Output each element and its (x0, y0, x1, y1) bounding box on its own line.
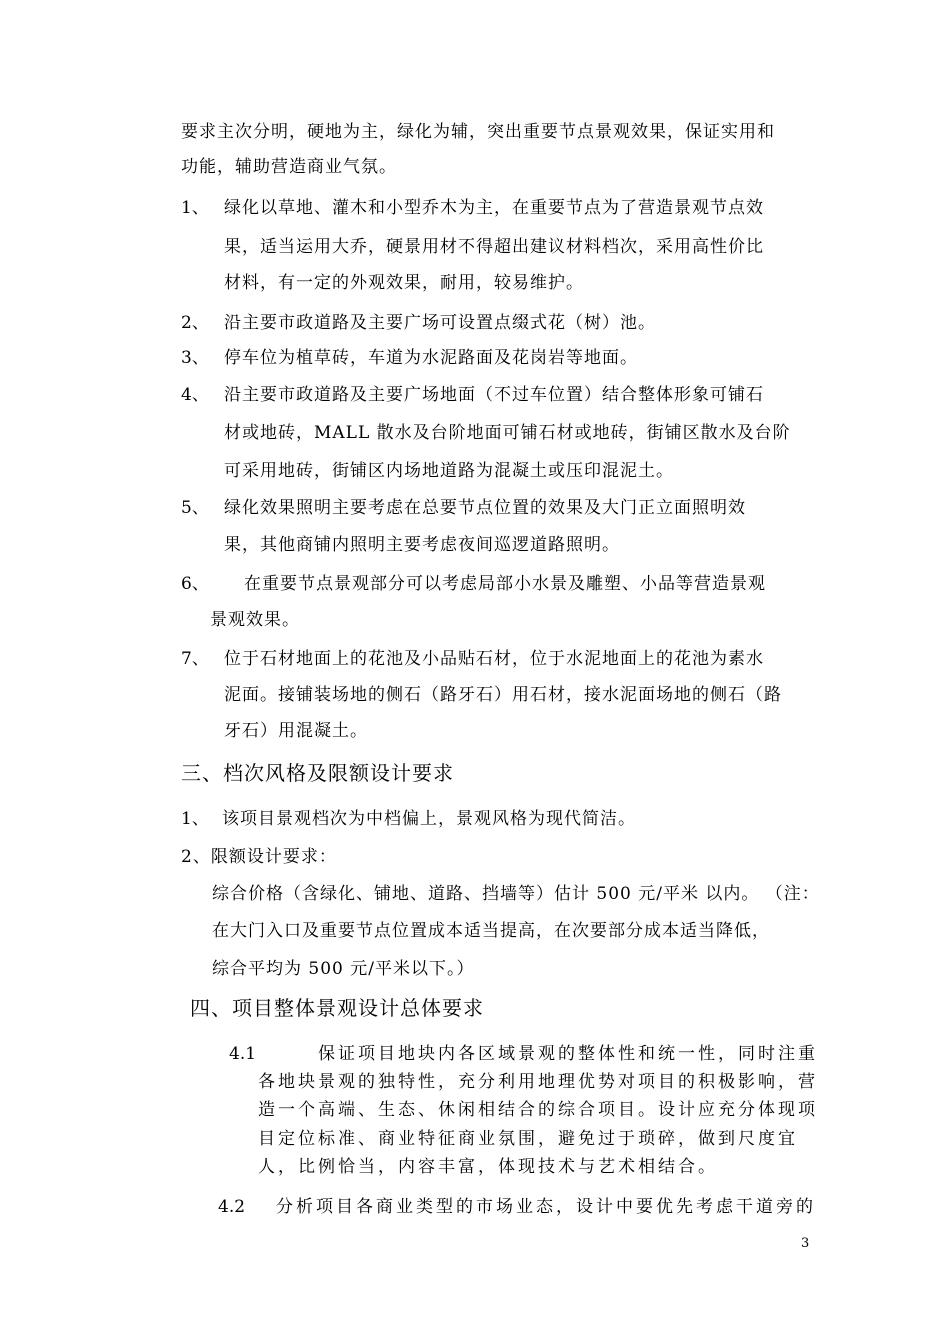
section-4-heading: 四、项目整体景观设计总体要求 (190, 996, 484, 1020)
item-1-number: 1、 (181, 198, 209, 218)
item-3-number: 3、 (181, 348, 209, 368)
section-3-item-1-number: 1、 (181, 809, 209, 829)
item-4-line-3: 可采用地砖，街铺区内场地道路为混凝土或压印混泥土。 (224, 461, 674, 481)
item-5-line-1: 绿化效果照明主要考虑在总要节点位置的效果及大门正立面照明效 (224, 498, 746, 518)
item-1-line-2: 果，适当运用大乔，硬景用材不得超出建议材料档次，采用高性价比 (224, 237, 764, 257)
item-7-line-2: 泥面。接铺装场地的侧石（路牙石）用石材，接水泥面场地的侧石（路 (224, 685, 782, 705)
intro-line-2: 功能，辅助营造商业气氛。 (181, 157, 397, 177)
item-7-number: 7、 (181, 649, 209, 669)
item-1-line-1: 绿化以草地、灌木和小型乔木为主，在重要节点为了营造景观节点效 (224, 198, 764, 218)
item-4-line-1: 沿主要市政道路及主要广场地面（不过车位置）结合整体形象可铺石 (224, 385, 764, 405)
item-6-line-1: 在重要节点景观部分可以考虑局部小水景及雕塑、小品等营造景观 (244, 574, 766, 594)
item-5-number: 5、 (181, 498, 209, 518)
item-7-line-3: 牙石）用混凝土。 (224, 721, 368, 741)
section-3-item-2: 2、限额设计要求： (181, 847, 337, 867)
item-3-line-1: 停车位为植草砖，车道为水泥路面及花岗岩等地面。 (224, 348, 638, 368)
item-2-line-1: 沿主要市政道路及主要广场可设置点缀式花（树）池。 (224, 313, 656, 333)
item-2-number: 2、 (181, 313, 209, 333)
paragraph-4-1-line-3: 造一个高端、生态、休闲相结合的综合项目。设计应充分体现项 (258, 1100, 818, 1120)
paragraph-4-1-number: 4.1 (229, 1044, 257, 1064)
item-6-line-2: 景观效果。 (210, 610, 300, 630)
item-4-line-2: 材或地砖，MALL 散水及台阶地面可铺石材或地砖，街铺区散水及台阶 (224, 423, 791, 443)
paragraph-4-1-line-1: 保证项目地块内各区域景观的整体性和统一性，同时注重 (318, 1044, 818, 1064)
section-3-heading: 三、档次风格及限额设计要求 (181, 761, 454, 785)
section-3-item-1-text: 该项目景观档次为中档偏上，景观风格为现代简洁。 (222, 809, 636, 829)
price-line-3: 综合平均为 500 元/平米以下。） (212, 959, 475, 979)
paragraph-4-2-line-1: 分析项目各商业类型的市场业态，设计中要优先考虑干道旁的 (276, 1197, 816, 1217)
paragraph-4-1-line-2: 各地块景观的独特性，充分利用地理优势对项目的积极影响，营 (258, 1072, 818, 1092)
item-6-number: 6、 (181, 574, 209, 594)
item-5-line-2: 果，其他商铺内照明主要考虑夜间巡逻道路照明。 (224, 535, 620, 555)
price-line-1: 综合价格（含绿化、铺地、道路、挡墙等）估计 500 元/平米 以内。 （注： (212, 884, 820, 904)
item-4-number: 4、 (181, 385, 209, 405)
intro-line-1: 要求主次分明，硬地为主，绿化为辅，突出重要节点景观效果，保证实用和 (181, 122, 775, 142)
item-7-line-1: 位于石材地面上的花池及小品贴石材，位于水泥地面上的花池为素水 (224, 649, 764, 669)
page-number: 3 (801, 1236, 810, 1251)
item-1-line-3: 材料，有一定的外观效果，耐用，较易维护。 (224, 273, 584, 293)
paragraph-4-1-line-4: 目定位标准、商业特征商业氛围，避免过于琐碎，做到尺度宜 (258, 1129, 798, 1149)
price-line-2: 在大门入口及重要节点位置成本适当提高，在次要部分成本适当降低， (212, 921, 770, 941)
paragraph-4-2-number: 4.2 (218, 1197, 246, 1217)
paragraph-4-1-line-5: 人，比例恰当，内容丰富，体现技术与艺术相结合。 (258, 1157, 718, 1177)
